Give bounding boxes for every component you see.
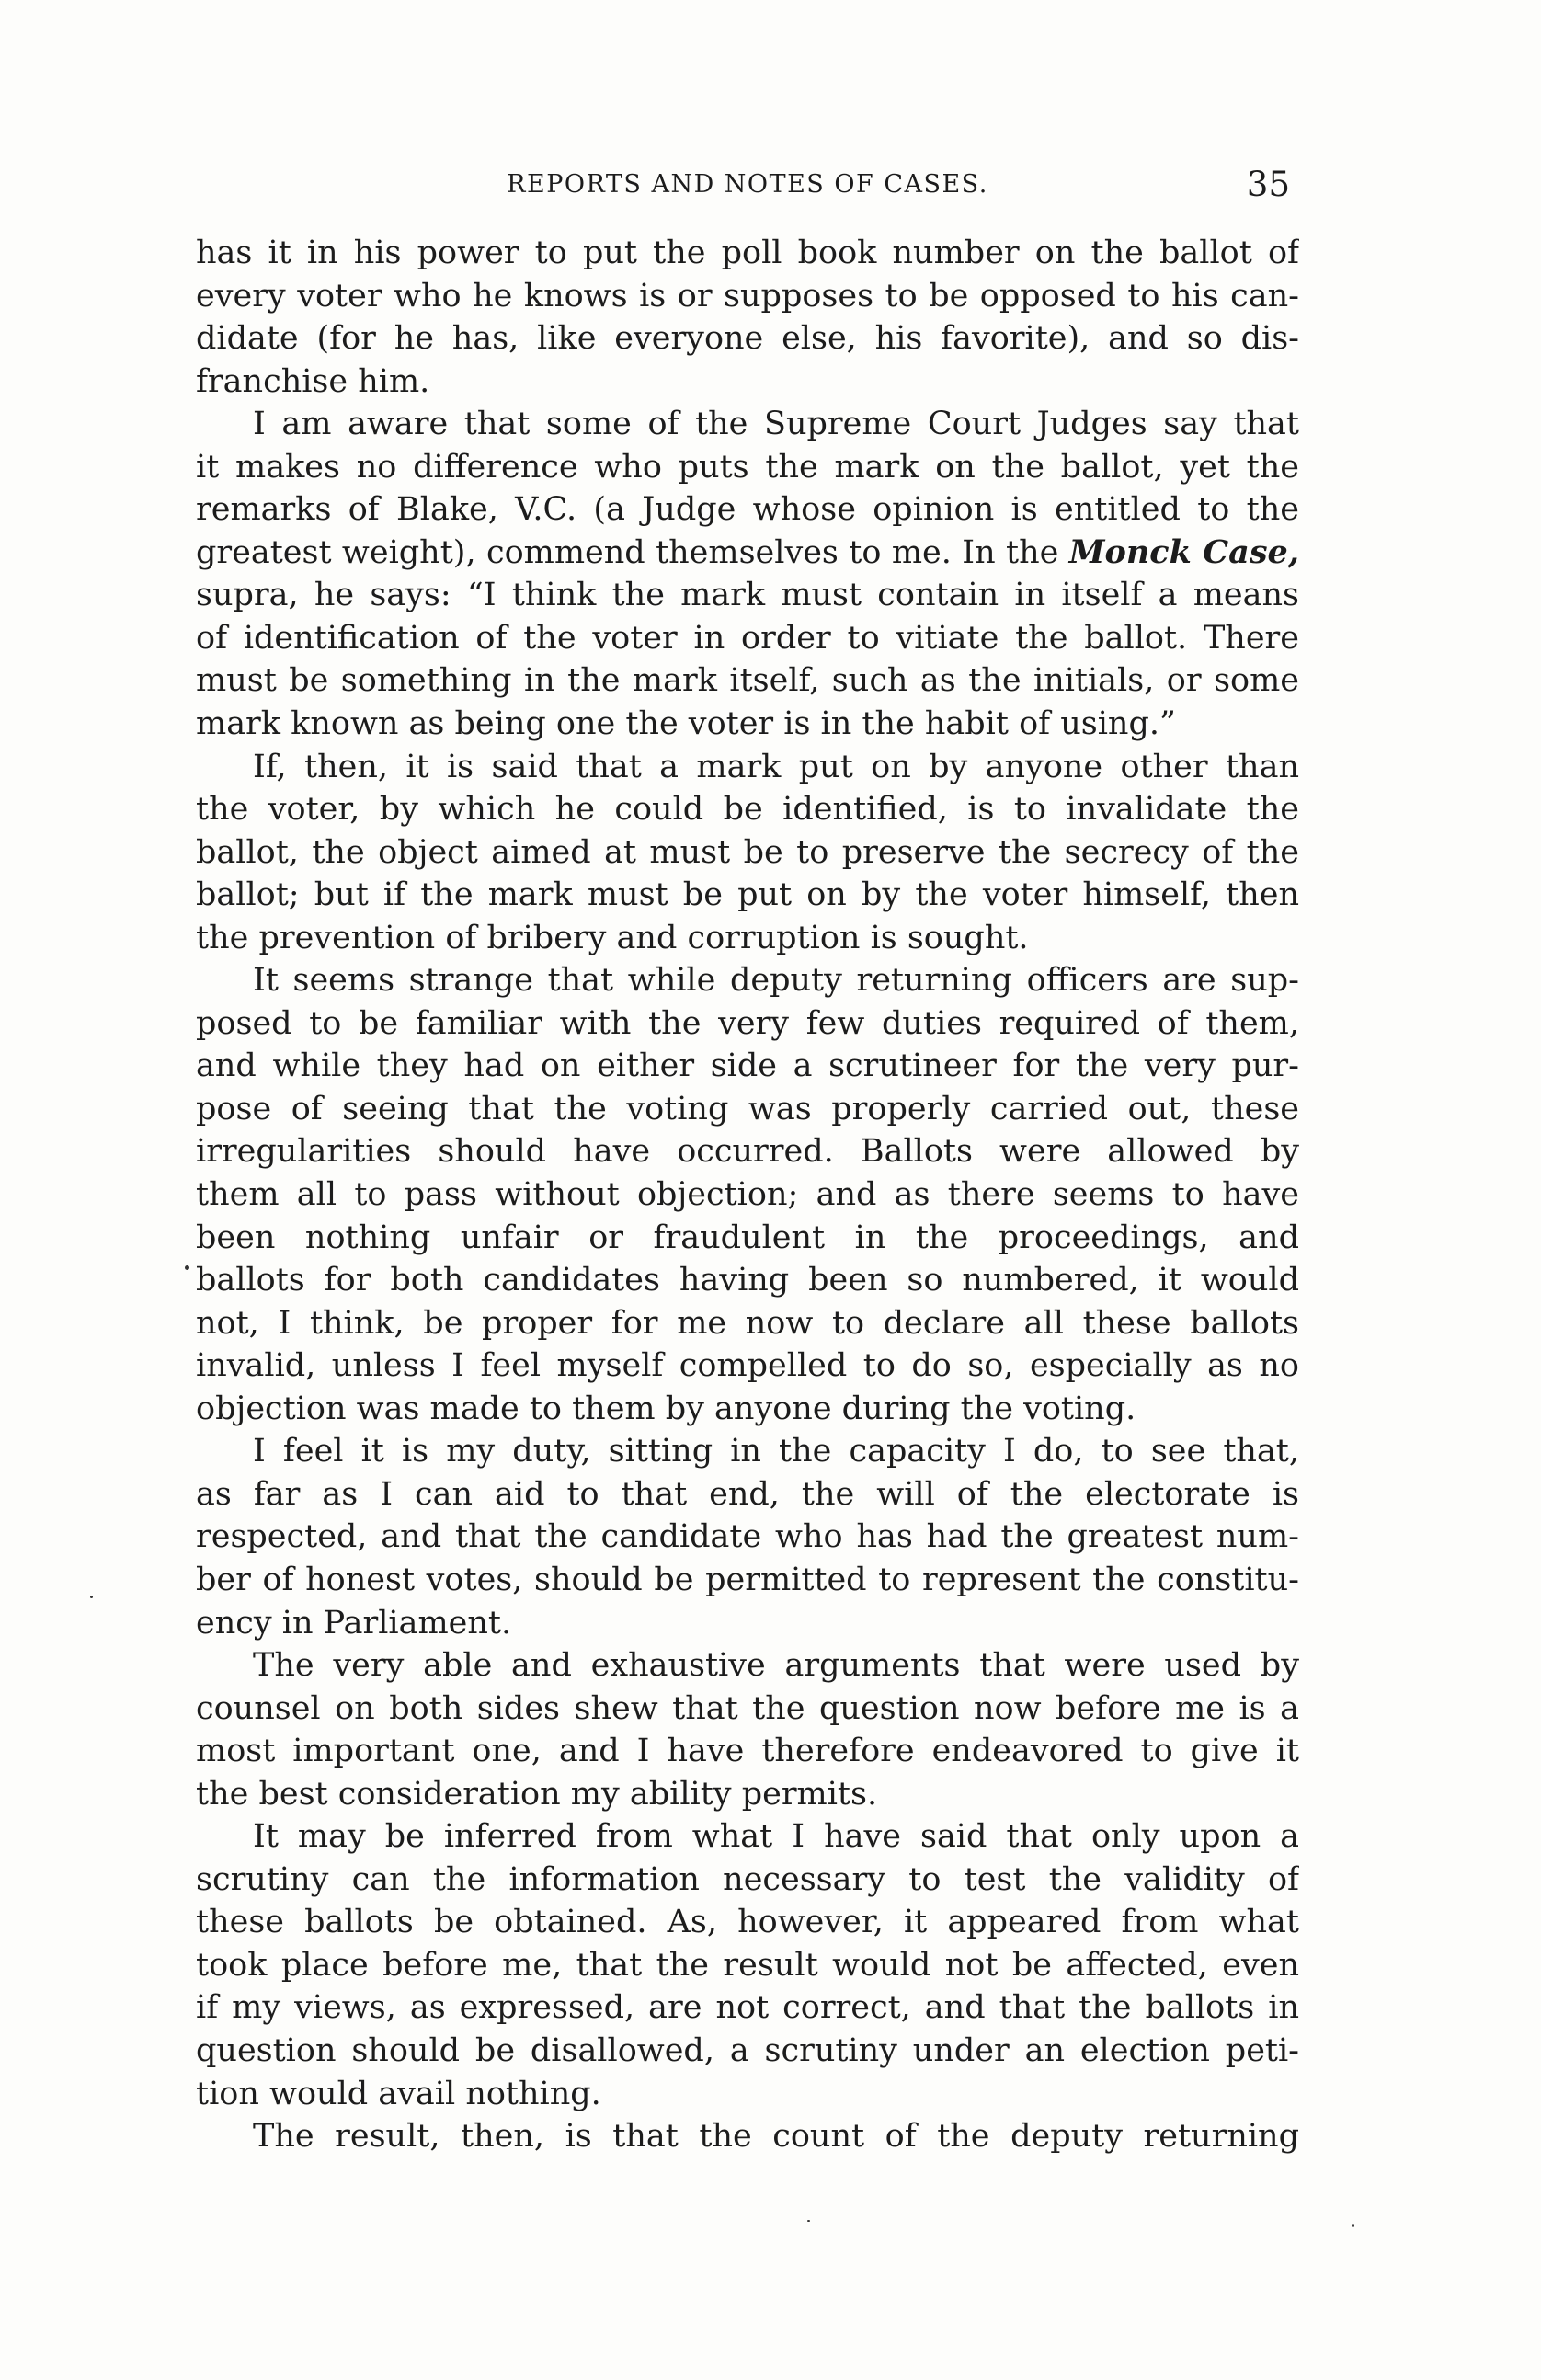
text-line: posed to be familiar with the very few duties required of them, bbox=[196, 1004, 1299, 1042]
text-line: ballots for both candidates having been so numbered, it would bbox=[196, 1262, 1299, 1299]
text-line: ber of honest votes, should be permitted to represent the constitu- bbox=[196, 1561, 1299, 1598]
body-text bbox=[196, 232, 1299, 2158]
text-line: If, then, it is said that a mark put on by anyone other than bbox=[253, 748, 1299, 785]
case-name: Monck Case, bbox=[1068, 532, 1299, 571]
text-line: pose of seeing that the voting was properly carried out, these bbox=[196, 1090, 1299, 1127]
page-number: 35 bbox=[1246, 165, 1290, 204]
text-line: ballot, the object aimed at must be to preserve the secrecy of the bbox=[196, 833, 1299, 871]
text-line: franchise him. bbox=[196, 362, 430, 400]
text-line: It seems strange that while deputy returning officers are sup- bbox=[253, 962, 1299, 1000]
text-line: as far as I can aid to that end, the will of the electorate is bbox=[196, 1475, 1299, 1513]
text-line: respected, and that the candidate who has had the greatest num- bbox=[196, 1518, 1299, 1556]
text-line: every voter who he knows is or supposes to be opposed to his can- bbox=[196, 277, 1299, 315]
text-line: tion would avail nothing. bbox=[196, 2075, 601, 2112]
text-line: not, I think, be proper for me now to declare all these ballots bbox=[196, 1304, 1299, 1342]
text-segment: greatest weight), commend themselves to me. In the bbox=[196, 533, 1069, 571]
text-line: it makes no difference who puts the mark on the ballot, yet the bbox=[196, 448, 1299, 486]
text-line: the best consideration my ability permits. bbox=[196, 1775, 878, 1813]
running-title: REPORTS AND NOTES OF CASES. bbox=[507, 170, 988, 199]
text-line: them all to pass without objection; and as there seems to have bbox=[196, 1176, 1299, 1214]
scan-speck bbox=[90, 1596, 93, 1598]
text-line: ency in Parliament. bbox=[196, 1604, 512, 1642]
text-line: objection was made to them by anyone during the voting. bbox=[196, 1390, 1136, 1427]
text-line: The result, then, is that the count of the deputy returning bbox=[253, 2118, 1299, 2156]
text-line: took place before me, that the result would not be affected, even bbox=[196, 1946, 1299, 1984]
scan-speck bbox=[1352, 2224, 1354, 2227]
text-line: mark known as being one the voter is in the habit of using.” bbox=[196, 705, 1176, 743]
text-line: has it in his power to put the poll book number on the ballot of bbox=[196, 235, 1299, 271]
running-head bbox=[196, 165, 1299, 205]
text-line: I am aware that some of the Supreme Court Judges say that bbox=[253, 406, 1299, 443]
text-line: and while they had on either side a scrutineer for the very pur- bbox=[196, 1047, 1299, 1085]
text-line: been nothing unfair or fraudulent in the proceedings, and bbox=[196, 1219, 1299, 1256]
text-line: scrutiny can the information necessary to test the validity of bbox=[196, 1860, 1299, 1898]
text-line: irregularities should have occurred. Ballots were allowed by bbox=[196, 1133, 1299, 1171]
text-line: ballot; but if the mark must be put on by the voter himself, then bbox=[196, 876, 1299, 914]
text-line: invalid, unless I feel myself compelled to do so, especially as no bbox=[196, 1347, 1299, 1385]
text-line: these ballots be obtained. As, however, it appeared from what bbox=[196, 1904, 1299, 1941]
text-line: the voter, by which he could be identified, is to invalidate the bbox=[196, 791, 1299, 829]
text-line: remarks of Blake, V.C. (a Judge whose opinion is entitled to the bbox=[196, 491, 1299, 529]
text-line: must be something in the mark itself, such as the initials, or some bbox=[196, 662, 1299, 700]
text-line: of identification of the voter in order to vitiate the ballot. There bbox=[196, 619, 1299, 657]
text-line: I feel it is my duty, sitting in the capacity I do, to see that, bbox=[253, 1433, 1299, 1470]
scan-speck bbox=[185, 1265, 189, 1270]
text-line: counsel on both sides shew that the question now before me is a bbox=[196, 1689, 1299, 1727]
text-line: supra, he says: “I think the mark must contain in itself a means bbox=[196, 577, 1299, 614]
text-line: The very able and exhaustive arguments that were used by bbox=[253, 1647, 1299, 1685]
text-line: didate (for he has, like everyone else, his favorite), and so dis- bbox=[196, 320, 1299, 358]
text-line: question should be disallowed, a scrutiny under an election peti- bbox=[196, 2031, 1299, 2069]
text-line: most important one, and I have therefore endeavored to give it bbox=[196, 1733, 1299, 1770]
text-line: if my views, as expressed, are not correct, and that the ballots in bbox=[196, 1989, 1299, 2027]
text-line: It may be inferred from what I have said that only upon a bbox=[253, 1818, 1299, 1856]
text-line: the prevention of bribery and corruption is sought. bbox=[196, 919, 1029, 956]
text-line-with-case bbox=[196, 532, 1299, 575]
scan-speck bbox=[807, 2220, 810, 2222]
